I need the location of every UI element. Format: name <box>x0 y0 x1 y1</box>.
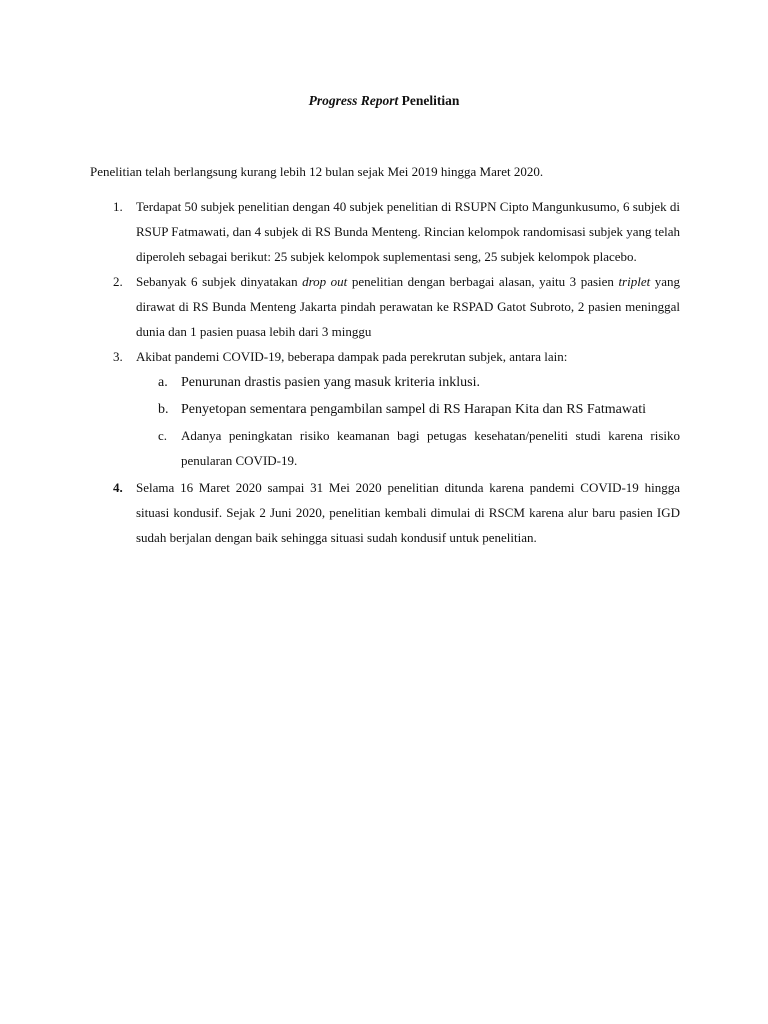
italic-term-drop-out: drop out <box>302 274 348 289</box>
list-number: 2. <box>113 274 123 289</box>
list-item-3 <box>90 344 680 369</box>
title-italic: Progress Report <box>308 93 399 108</box>
list-item-text: Selama 16 Maret 2020 sampai 31 Mei 2020 penelitian ditunda karena pandemi COVID-19 hingga situasi kondusif. Sejak 2 Juni 2020, penelitian kembali dimulai di RSCM karena alur baru pasien IGD sudah berjalan dengan baik sehingga situasi sudah kondusif untuk penelitian. <box>136 480 680 545</box>
intro-paragraph: Penelitian telah berlangsung kurang lebih 12 bulan sejak Mei 2019 hingga Maret 2020. <box>90 164 544 179</box>
list-item-text-part: penelitian dengan berbagai alasan, yaitu 3 pasien <box>347 274 619 289</box>
list-item-text: Akibat pandemi COVID-19, beberapa dampak pada perekrutan subjek, antara lain: <box>136 349 568 364</box>
list-number: 3. <box>113 349 123 364</box>
list-item-text-part: Sebanyak 6 subjek dinyatakan <box>136 274 303 289</box>
sub-item-a <box>90 369 680 396</box>
sub-letter: a. <box>158 375 168 390</box>
title-rest: Penelitian <box>398 93 460 108</box>
list-item-text-part: yang dirawat di RS Bunda Menteng Jakarta pindah perawatan ke RSPAD Gatot Subroto, 2 pasien meninggal dunia dan 1 pasien puasa lebih dari 3 minggu <box>136 274 681 339</box>
sub-letter: b. <box>158 402 169 417</box>
list-number: 1. <box>113 199 123 214</box>
sub-item-text: Penurunan drastis pasien yang masuk kriteria inklusi. <box>181 375 480 390</box>
list-item-text: Terdapat 50 subjek penelitian dengan 40 subjek penelitian di RSUPN Cipto Mangunkusumo, 6 subjek di RSUP Fatmawati, dan 4 subjek di RS Bunda Menteng. Rincian kelompok randomisasi subjek yang telah diperoleh sebagai berikut: 25 subjek kelompok suplementasi seng, 25 subjek kelompok placebo. <box>136 199 681 264</box>
list-number: 4. <box>113 480 123 495</box>
sub-item-text: Penyetopan sementara pengambilan sampel di RS Harapan Kita dan RS Fatmawati <box>181 402 646 417</box>
sub-item-text: Adanya peningkatan risiko keamanan bagi petugas kesehatan/peneliti studi karena risiko penularan COVID-19. <box>181 428 680 468</box>
sub-item-c <box>90 423 680 473</box>
list-item-1 <box>90 194 680 269</box>
list-item-4 <box>90 475 680 550</box>
italic-term-triplet: triplet <box>618 274 651 289</box>
page-title <box>0 91 768 111</box>
sub-item-b <box>90 396 680 423</box>
numbered-list <box>90 194 680 550</box>
sub-letter: c. <box>158 428 168 443</box>
list-item-2 <box>90 269 680 344</box>
